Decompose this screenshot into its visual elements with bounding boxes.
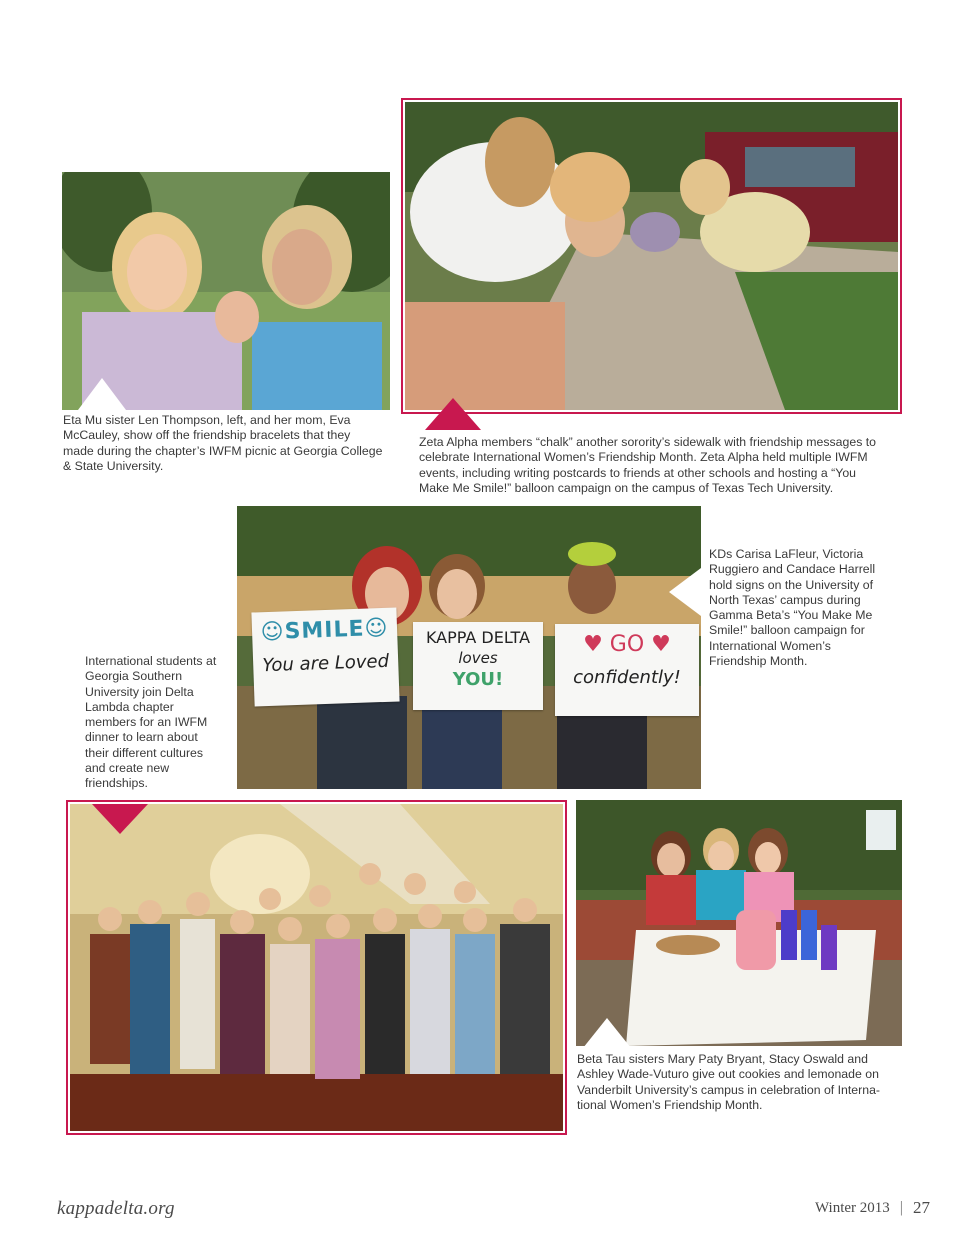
sign-smile-line2: You are Loved: [262, 650, 390, 677]
footer-issue-info: [815, 1198, 930, 1218]
caption-kds: KDs Carisa LaFleur, Victoria Ruggiero and Candace Harrell hold signs on the University of North Texas’ campus during Gamma Beta’s “You Make Me Smile!” balloon campaign for International Women’s Friendship Month.: [709, 547, 876, 669]
page-number: 27: [913, 1198, 930, 1217]
sign-kappa-delta-line1: KAPPA DELTA: [425, 628, 531, 647]
caption-pointer: [78, 378, 126, 410]
caption-beta-tau: Beta Tau sisters Mary Paty Bryant, Stacy Oswald and Ashley Wade-Vuturo give out cookies and lemonade on Vanderbilt University’s campus in celebration of Interna-tional Women’s Friendship Month.: [577, 1052, 881, 1112]
caption-pointer: [669, 568, 701, 616]
photo-eta-mu-bracelets: [62, 172, 390, 410]
sign-smile-line1: ☺SMILE☺: [260, 615, 389, 646]
frame-corner-marker: [425, 398, 481, 430]
photo-zeta-alpha-chalk: [405, 102, 898, 410]
sign-kappa-delta: [413, 622, 543, 710]
caption-international: International students at Georgia Southern University join Delta Lambda chapter members for an IWFM dinner to learn about their different cultures and create new friendships.: [85, 654, 217, 791]
frame-corner-marker: [92, 804, 148, 834]
sign-go-line1: ♥ GO ♥: [583, 632, 671, 657]
caption-pointer: [583, 1018, 631, 1048]
footer-site: kappadelta.org: [57, 1198, 175, 1219]
sign-smile: [251, 607, 399, 706]
footer-issue: Winter 2013: [815, 1199, 890, 1216]
caption-eta-mu: Eta Mu sister Len Thompson, left, and her mom, Eva McCauley, show off the friendship bracelets that they made during the chapter’s IWFM picnic at Georgia College & State University.: [63, 413, 383, 473]
footer-separator: |: [899, 1199, 903, 1216]
sign-go-confidently: [555, 624, 699, 716]
photo-kds-signs: [237, 506, 701, 789]
photo-beta-tau-lemonade: [576, 800, 902, 1046]
sign-go-line2: confidently!: [573, 667, 681, 688]
sign-kappa-delta-line3: YOU!: [452, 669, 504, 690]
caption-zeta-alpha: Zeta Alpha members “chalk” another sorority’s sidewalk with friendship messages to celebrate International Women’s Friendship Month. Zeta Alpha held multiple IWFM events, including writing postcards to friends at other schools and hosting a “You Make Me Smile!” balloon campaign on the campus of Texas Tech University.: [419, 435, 877, 495]
photo-international-students: [70, 804, 563, 1131]
sign-kappa-delta-line2: loves: [458, 649, 498, 667]
